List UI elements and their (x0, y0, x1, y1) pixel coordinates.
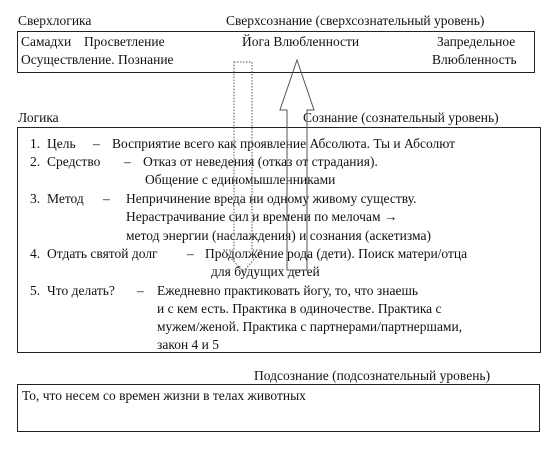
superlogic-heading: Сверхлогика (18, 13, 92, 28)
subconscious-text: То, что несем со времен жизни в телах животных (22, 388, 306, 403)
list-item-num: 2. (30, 154, 41, 169)
list-item-term: Цель (47, 136, 76, 151)
superlogic-item-realization: Осуществление. Познание (21, 52, 174, 67)
list-item-text: и с кем есть. Практика в одиночестве. Практика с (157, 301, 442, 316)
superlogic-item-transcendent: Запредельное (437, 34, 516, 49)
list-item-text: закон 4 и 5 (157, 337, 220, 352)
list-item-text: Продолжение рода (дети). Поиск матери/отца (205, 246, 468, 261)
list-item-term: Метод (47, 191, 84, 206)
superlogic-item-love-yoga: Йога Влюбленности (242, 34, 360, 49)
list-item-term: Что делать? (47, 283, 115, 298)
list-item-num: 1. (30, 136, 41, 151)
list-item-term: Отдать святой долг (47, 246, 158, 261)
list-item-dash: – (137, 283, 144, 298)
list-item-text: для будущих детей (211, 264, 320, 279)
list-item-dash: – (103, 191, 110, 206)
list-item-num: 3. (30, 191, 41, 206)
list-item-num: 5. (30, 283, 41, 298)
superconscious-heading: Сверхсознание (сверхсознательный уровень) (226, 13, 485, 28)
list-item-text: Общение с единомышленниками (145, 172, 336, 187)
down-arrow (224, 62, 262, 272)
list-item-text: метод энергии (наслаждения) и сознания (аскетизма) (126, 228, 431, 243)
list-item-text: Восприятие всего как проявление Абсолюта. Ты и Абсолют (112, 136, 456, 151)
superlogic-item-love: Влюбленность (432, 52, 517, 67)
list-item-dash: – (187, 246, 194, 261)
list-item-dash: – (93, 136, 100, 151)
up-arrow (280, 60, 314, 270)
superlogic-item-samadhi: Самадхи (21, 34, 72, 49)
list-item-text: Ежедневно практиковать йогу, то, что знаешь (157, 283, 418, 298)
list-item-text: Отказ от неведения (отказ от страдания). (143, 154, 378, 169)
logic-heading: Логика (18, 110, 59, 125)
list-item-text: Непричинение вреда ни одному живому существу. (126, 191, 417, 206)
conscious-heading: Сознание (сознательный уровень) (303, 110, 499, 125)
subconscious-heading: Подсознание (подсознательный уровень) (254, 368, 491, 383)
list-item-text: Нерастрачивание сил и времени по мелочам → (126, 209, 398, 224)
superlogic-item-enlightenment: Просветление (84, 34, 165, 49)
list-item-term: Средство (47, 154, 101, 169)
list-item-num: 4. (30, 246, 41, 261)
list-item-text: мужем/женой. Практика с партнерами/партнершами, (157, 319, 463, 334)
list-item-dash: – (124, 154, 131, 169)
